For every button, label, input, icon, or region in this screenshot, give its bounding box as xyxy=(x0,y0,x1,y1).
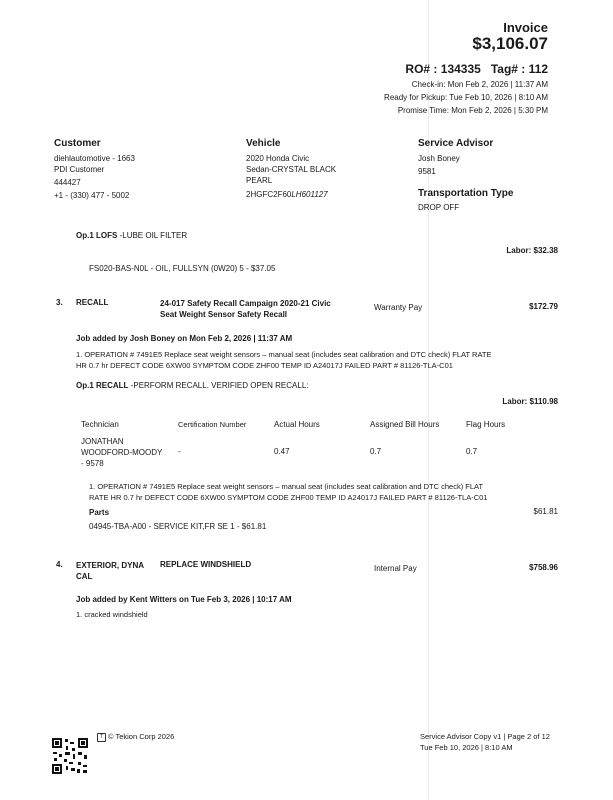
job4-number: 4. xyxy=(56,560,63,569)
job3-concern-line1: 1. OPERATION # 7491E5 Replace seat weight sensors – manual seat (includes seat calibration and DTC check) FLAT RATE xyxy=(76,350,492,359)
tag-label: Tag# : xyxy=(490,62,526,76)
job3-op-code: Op.1 RECALL xyxy=(76,381,129,390)
job3-concern xyxy=(76,349,491,371)
th-technician: Technician xyxy=(81,420,119,429)
job3-op-note-line1: 1. OPERATION # 7491E5 Replace seat weight sensors – manual seat (includes seat calibration and DTC check) FLAT xyxy=(89,482,484,491)
job3-op-note xyxy=(89,481,487,503)
op-lofs-line xyxy=(76,231,187,240)
job3-op-note-line2: RATE HR 0.7 hr DEFECT CODE 6XW00 SYMPTOM CODE ZHF00 TEMP ID A24017J FAILED PART # 81126-TLA-C01 xyxy=(89,493,488,502)
vin-suffix: LH601127 xyxy=(291,190,328,199)
ro-tag-line xyxy=(405,62,548,76)
job3-concern-line2: HR 0.7 hr DEFECT CODE 6XW00 SYMPTOM CODE ZHF00 TEMP ID A24017J FAILED PART # 81126-TLA-C01 xyxy=(76,361,453,370)
customer-type: PDI Customer xyxy=(54,165,105,174)
job3-parts-label: Parts xyxy=(89,508,110,517)
footer-copyright xyxy=(97,732,174,742)
checkin-time: Check-in: Mon Feb 2, 2026 | 11:37 AM xyxy=(411,80,548,89)
job4-category-line1: EXTERIOR, DYNA xyxy=(76,561,145,570)
vehicle-line3: PEARL xyxy=(246,176,273,185)
job3-op-desc: -PERFORM RECALL. VERIFIED OPEN RECALL: xyxy=(130,381,309,390)
job3-pay-type: Warranty Pay xyxy=(374,303,423,312)
vehicle-line1: 2020 Honda Civic xyxy=(246,154,310,163)
vin-prefix: 2HGFC2F60 xyxy=(246,190,292,199)
th-certification: Certification Number xyxy=(178,420,247,429)
job3-number: 3. xyxy=(56,298,63,307)
vehicle-line2: Sedan-CRYSTAL BLACK xyxy=(246,165,337,174)
job4-category xyxy=(76,560,144,582)
doc-type: Invoice xyxy=(503,20,548,35)
op-lofs-part: FS020-BAS-N0L - OIL, FULLSYN (0W20) 5 - $37.05 xyxy=(89,264,276,273)
job3-amount: $172.79 xyxy=(529,302,558,311)
tech-actual-hours: 0.47 xyxy=(274,447,290,456)
ro-label: RO# : xyxy=(405,62,438,76)
promise-time: Promise Time: Mon Feb 2, 2026 | 5:30 PM xyxy=(397,106,548,115)
footer-copy-info: Service Advisor Copy v1 | Page 2 of 12 xyxy=(420,732,550,741)
customer-name: diehlautomotive - 1663 xyxy=(54,154,135,163)
job4-concern: 1. cracked windshield xyxy=(76,610,148,619)
th-bill-hours: Assigned Bill Hours xyxy=(370,420,440,429)
th-flag-hours: Flag Hours xyxy=(466,420,506,429)
ready-time: Ready for Pickup: Tue Feb 10, 2026 | 8:10 AM xyxy=(384,93,548,102)
advisor-name: Josh Boney xyxy=(418,154,460,163)
copyright-text: © Tekion Corp 2026 xyxy=(108,732,175,741)
job4-category-line2: CAL xyxy=(76,572,93,581)
job3-title xyxy=(160,298,331,320)
job4-added: Job added by Kent Witters on Tue Feb 3, 2026 | 10:17 AM xyxy=(76,595,292,604)
tech-cert: - xyxy=(178,447,181,456)
job3-category: RECALL xyxy=(76,298,109,307)
job3-labor: Labor: $110.98 xyxy=(502,397,558,406)
advisor-id: 9581 xyxy=(418,167,436,176)
qr-code xyxy=(52,738,88,774)
invoice-total: $3,106.07 xyxy=(472,34,548,53)
job3-title-line2: Seat Weight Sensor Safety Recall xyxy=(160,310,288,319)
op-lofs-labor: Labor: $32.38 xyxy=(506,246,558,255)
job3-op-line xyxy=(76,381,309,390)
tekion-logo-icon: T xyxy=(97,733,106,742)
op-lofs-desc: -LUBE OIL FILTER xyxy=(119,231,188,240)
op-lofs-code: Op.1 LOFS xyxy=(76,231,118,240)
advisor-block xyxy=(418,138,513,213)
tech-name-line1: JONATHAN xyxy=(81,437,124,446)
tech-name-line2: WOODFORD-MOODY xyxy=(81,448,163,457)
tech-name-line3: - 9578 xyxy=(81,459,104,468)
scan-fold-line xyxy=(428,0,429,800)
customer-phone: +1 - (330) 477 - 5002 xyxy=(54,191,130,200)
customer-block xyxy=(54,138,135,201)
tech-flag-hours: 0.7 xyxy=(466,447,478,456)
th-actual-hours: Actual Hours xyxy=(274,420,320,429)
job3-part-line: 04945-TBA-A00 - SERVICE KIT,FR SE 1 - $61.81 xyxy=(89,522,267,531)
tech-name xyxy=(81,436,162,469)
job4-title: REPLACE WINDSHIELD xyxy=(160,560,252,569)
customer-heading: Customer xyxy=(54,138,101,149)
vehicle-vin xyxy=(246,189,336,200)
footer-date: Tue Feb 10, 2026 | 8:10 AM xyxy=(420,743,513,752)
job4-pay-type: Internal Pay xyxy=(374,564,417,573)
vehicle-heading: Vehicle xyxy=(246,138,281,149)
vehicle-block xyxy=(246,138,336,200)
transport-heading: Transportation Type xyxy=(418,188,514,199)
ro-number: 134335 xyxy=(440,62,481,76)
job3-parts-total: $61.81 xyxy=(533,507,558,516)
job3-added: Job added by Josh Boney on Mon Feb 2, 2026 | 11:37 AM xyxy=(76,334,293,343)
tech-bill-hours: 0.7 xyxy=(370,447,382,456)
transport-type: DROP OFF xyxy=(418,203,460,212)
job3-title-line1: 24-017 Safety Recall Campaign 2020-21 Civic xyxy=(160,299,331,308)
tag-number: 112 xyxy=(528,62,548,76)
customer-id: 444427 xyxy=(54,178,81,187)
advisor-heading: Service Advisor xyxy=(418,138,494,149)
job4-amount: $758.96 xyxy=(529,563,558,572)
